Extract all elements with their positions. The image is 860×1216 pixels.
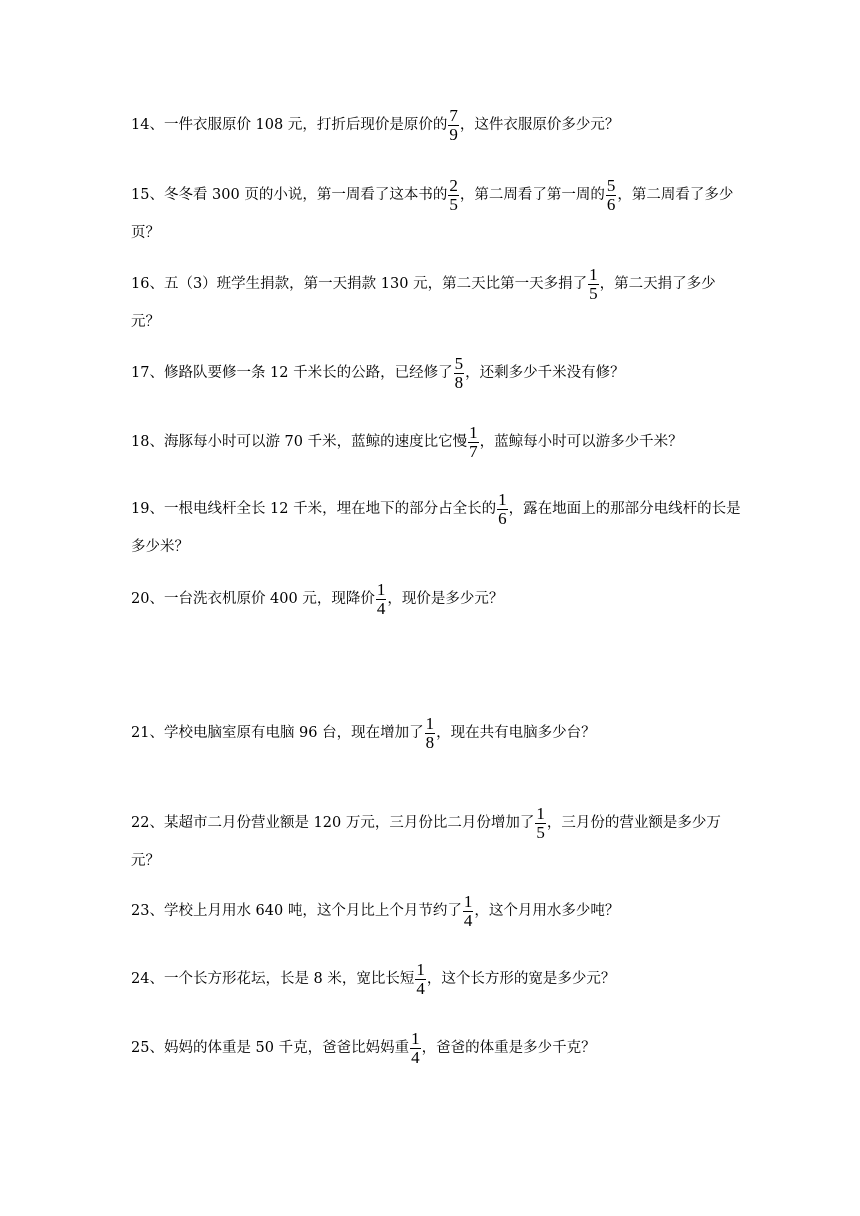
fraction-numerator: 1 <box>411 1028 420 1048</box>
fraction <box>415 961 426 998</box>
fraction <box>497 491 508 528</box>
problem-text: ，现价是多少元？ <box>387 591 504 607</box>
problem-text: 23、学校上月用水 640 吨，这个月比上个月节约了 <box>131 903 462 919</box>
problem-text: ，这件衣服原价多少元？ <box>459 117 620 133</box>
problem-22 <box>131 804 741 880</box>
problem-text: ，第二天捐了多少元？ <box>131 276 716 330</box>
fraction <box>376 581 387 618</box>
fraction-numerator: 7 <box>449 105 458 125</box>
problem-text: ，第二周看了第一周的 <box>459 187 605 203</box>
problem-text: ，还剩多少千米没有修？ <box>465 365 625 381</box>
problem-text: ，这个长方形的宽是多少元？ <box>426 971 616 987</box>
fraction-denominator: 5 <box>449 194 458 214</box>
problem-text: 24、一个长方形花坛，长是 8 米，宽比长短 <box>131 971 415 987</box>
problem-text: ，第二周看了多少页？ <box>131 187 734 241</box>
problem-14 <box>131 106 741 144</box>
problem-text: 21、学校电脑室原有电脑 96 台，现在增加了 <box>131 725 424 741</box>
problem-21 <box>131 714 741 752</box>
fraction-denominator: 8 <box>454 372 464 392</box>
problem-text: ，现在共有电脑多少台？ <box>436 725 596 741</box>
problem-text: 17、修路队要修一条 12 千米长的公路，已经修了 <box>131 365 453 381</box>
problem-text: 15、冬冬看 300 页的小说，第一周看了这本书的 <box>131 187 448 203</box>
fraction-numerator: 1 <box>416 959 425 979</box>
fraction-numerator: 1 <box>376 579 386 599</box>
fraction-numerator: 5 <box>606 175 616 195</box>
fraction-numerator: 1 <box>425 713 435 733</box>
problem-text: 22、某超市二月份营业额是 120 万元，三月份比二月份增加了 <box>131 815 535 831</box>
fraction-numerator: 2 <box>449 175 458 195</box>
fraction <box>606 177 617 214</box>
fraction-numerator: 1 <box>498 489 507 509</box>
problem-text: 14、一件衣服原价 108 元，打折后现价是原价的 <box>131 117 448 133</box>
problem-text: ，这个月用水多少吨？ <box>474 903 620 919</box>
problem-16 <box>131 265 741 341</box>
fraction <box>454 355 465 392</box>
problem-19 <box>131 490 741 566</box>
fraction <box>463 893 474 930</box>
problem-text: ，露在地面上的那部分电线杆的长是多少米？ <box>131 501 741 555</box>
fraction-denominator: 6 <box>498 508 507 528</box>
fraction-denominator: 9 <box>449 124 458 144</box>
problem-text: ，蓝鲸每小时可以游多少千米？ <box>479 434 683 450</box>
fraction-numerator: 1 <box>589 264 598 284</box>
fraction <box>588 266 599 303</box>
problem-text: ，三月份的营业额是多少万元？ <box>131 815 721 869</box>
fraction-denominator: 6 <box>606 194 616 214</box>
fraction-denominator: 4 <box>411 1047 420 1067</box>
problem-24 <box>131 960 741 998</box>
fraction <box>410 1030 421 1067</box>
problem-text: 16、五（3）班学生捐款，第一天捐款 130 元，第二天比第一天多捐了 <box>131 276 588 292</box>
fraction-denominator: 5 <box>536 822 545 842</box>
fraction-numerator: 1 <box>463 891 473 911</box>
fraction <box>468 424 479 461</box>
problem-17 <box>131 354 741 392</box>
fraction <box>425 715 436 752</box>
problem-text: 25、妈妈的体重是 50 千克，爸爸比妈妈重 <box>131 1040 410 1056</box>
problem-text: 18、海豚每小时可以游 70 千米，蓝鲸的速度比它慢 <box>131 434 468 450</box>
fraction-numerator: 1 <box>536 803 545 823</box>
fraction <box>448 107 459 144</box>
fraction-denominator: 4 <box>376 598 386 618</box>
fraction <box>535 805 546 842</box>
problem-23 <box>131 892 741 930</box>
problem-18 <box>131 423 741 461</box>
fraction-numerator: 1 <box>469 422 478 442</box>
problem-20 <box>131 580 741 618</box>
fraction-denominator: 4 <box>463 910 473 930</box>
fraction-denominator: 5 <box>589 283 598 303</box>
fraction <box>448 177 459 214</box>
problem-text: 19、一根电线杆全长 12 千米，埋在地下的部分占全长的 <box>131 501 497 517</box>
fraction-denominator: 8 <box>425 732 435 752</box>
fraction-numerator: 5 <box>454 353 464 373</box>
problem-15 <box>131 176 741 252</box>
problem-25 <box>131 1029 741 1067</box>
fraction-denominator: 7 <box>469 441 478 461</box>
problem-text: 20、一台洗衣机原价 400 元，现降价 <box>131 591 375 607</box>
problem-text: ，爸爸的体重是多少千克？ <box>421 1040 596 1056</box>
fraction-denominator: 4 <box>416 978 425 998</box>
